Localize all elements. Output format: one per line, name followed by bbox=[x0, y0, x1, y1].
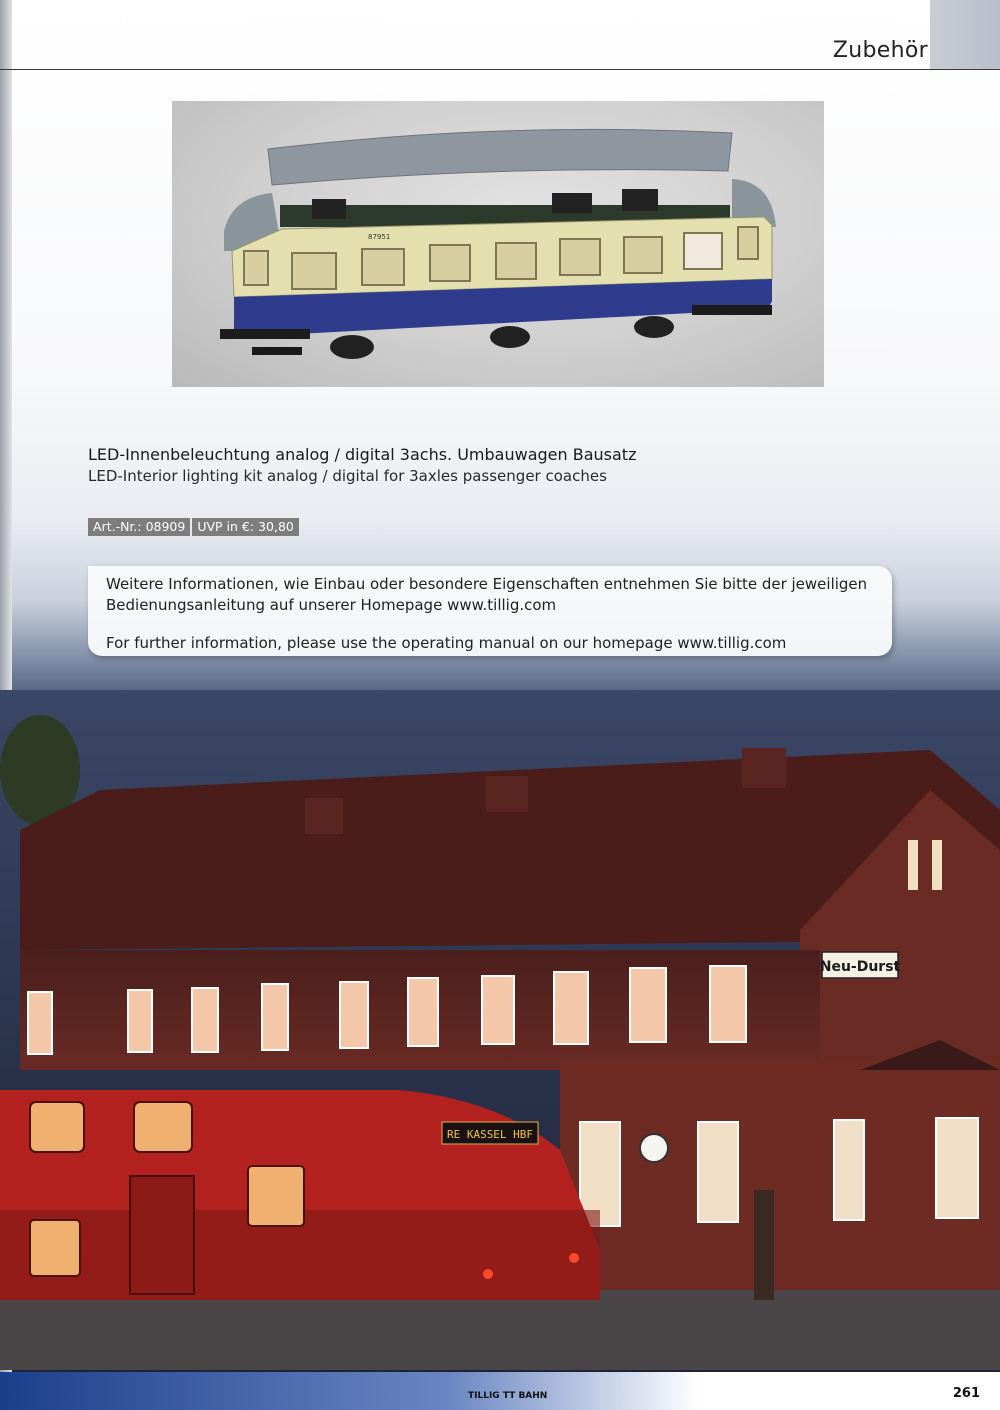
coach-wheel bbox=[634, 316, 674, 338]
station-window bbox=[340, 982, 368, 1048]
gable-window bbox=[908, 840, 918, 890]
capacitor bbox=[312, 199, 346, 219]
coach-window bbox=[292, 253, 336, 289]
coach-window-lit bbox=[684, 233, 722, 269]
train-door bbox=[130, 1176, 194, 1294]
coach-door-window bbox=[738, 227, 758, 259]
station-illustration bbox=[0, 690, 1000, 1370]
station-night-scene bbox=[0, 690, 1000, 1370]
coach-wheel bbox=[490, 326, 530, 348]
coach-window bbox=[624, 237, 662, 273]
ground-window bbox=[936, 1118, 978, 1218]
capacitor bbox=[622, 189, 658, 211]
train-destination-text: RE KASSEL HBF bbox=[446, 1128, 534, 1141]
train-window bbox=[248, 1166, 304, 1226]
station-window bbox=[408, 978, 438, 1046]
coach-number: 87951 bbox=[368, 233, 391, 241]
header-rule bbox=[0, 69, 1000, 70]
person-figure bbox=[754, 1190, 774, 1300]
station-window bbox=[262, 984, 288, 1050]
train-window bbox=[30, 1220, 80, 1276]
coach-door-window bbox=[244, 251, 268, 285]
station-window bbox=[710, 966, 746, 1042]
coach-buffer-beam bbox=[692, 305, 772, 315]
tillig-logo-icon bbox=[468, 1384, 552, 1404]
brand-logo bbox=[468, 1384, 552, 1404]
product-title-de: LED-Innenbeleuchtung analog / digital 3achs. Umbauwagen Bausatz bbox=[88, 445, 637, 464]
article-number: Art.-Nr.: 08909 bbox=[88, 518, 190, 536]
page-number: 261 bbox=[952, 1386, 980, 1401]
station-window bbox=[128, 990, 152, 1052]
lifted-roof bbox=[268, 129, 732, 185]
chimney bbox=[486, 776, 528, 812]
station-window bbox=[28, 992, 52, 1054]
coach-wheel bbox=[330, 335, 374, 359]
coach-model-illustration bbox=[172, 101, 824, 387]
station-window bbox=[630, 968, 666, 1042]
train-window bbox=[134, 1102, 192, 1152]
coach-coupler bbox=[252, 347, 302, 355]
station-clock bbox=[640, 1134, 668, 1162]
coach-buffer-beam bbox=[220, 329, 310, 339]
coach-window bbox=[362, 249, 404, 285]
coach-window bbox=[430, 245, 470, 281]
station-window bbox=[554, 972, 588, 1044]
brand-text: TILLIG TT BAHN bbox=[468, 1391, 548, 1401]
section-title: Zubehör bbox=[832, 38, 928, 63]
train-taillight bbox=[569, 1253, 579, 1263]
coach-window bbox=[560, 239, 600, 275]
product-title-en: LED-Interior lighting kit analog / digital for 3axles passenger coaches bbox=[88, 467, 607, 485]
station-window bbox=[192, 988, 218, 1052]
info-text-en: For further information, please use the operating manual on our homepage www.tillig.com bbox=[106, 634, 787, 652]
retail-price: UVP in €: 30,80 bbox=[192, 518, 299, 536]
train-taillight bbox=[483, 1269, 493, 1279]
chimney bbox=[742, 748, 786, 788]
station-ground-floor bbox=[560, 1060, 1000, 1300]
chimney bbox=[305, 798, 343, 834]
platform bbox=[0, 1290, 1000, 1370]
header-tab bbox=[930, 0, 1000, 70]
gable-window bbox=[932, 840, 942, 890]
capacitor bbox=[552, 193, 592, 213]
info-box bbox=[88, 566, 892, 656]
info-text-de: Weitere Informationen, wie Einbau oder besondere Eigenschaften entnehmen Sie bitte der jeweiligen Bedienungsanleitung auf unserer Homepage www.tillig.com bbox=[106, 575, 868, 614]
train-window bbox=[30, 1102, 84, 1152]
station-sign-text: Neu-Durst bbox=[819, 959, 901, 975]
product-photo bbox=[172, 101, 824, 387]
ground-window bbox=[834, 1120, 864, 1220]
price-tag bbox=[88, 518, 301, 536]
coach-window bbox=[496, 243, 536, 279]
station-window bbox=[482, 976, 514, 1044]
ground-window bbox=[698, 1122, 738, 1222]
